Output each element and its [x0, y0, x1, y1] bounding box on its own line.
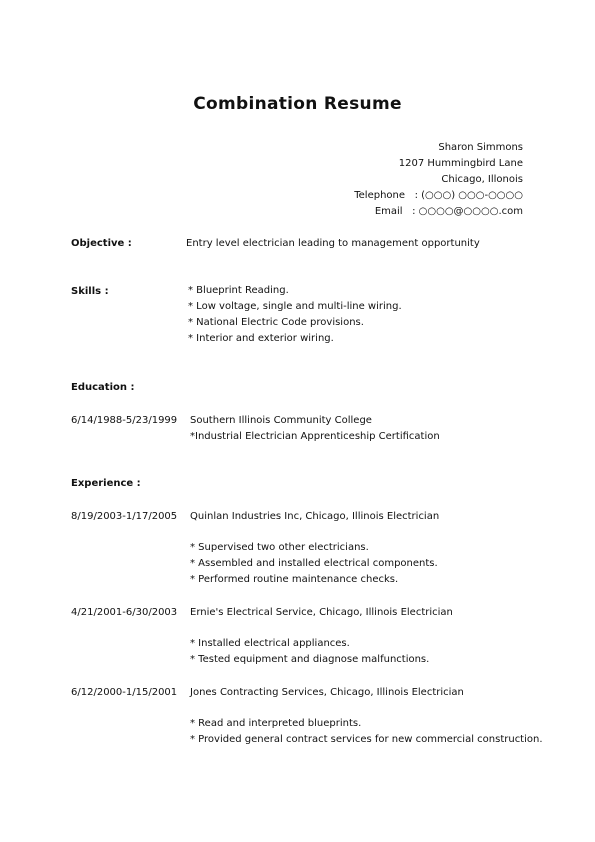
email-label: Email: [374, 206, 403, 217]
telephone-value: : (○○○) ○○○-○○○○: [414, 190, 523, 201]
duty-item: * Performed routine maintenance checks.: [190, 574, 399, 585]
skills-list: [188, 283, 402, 347]
document-title: Combination Resume: [193, 94, 402, 114]
job-duties: [190, 540, 438, 588]
skill-item: * Blueprint Reading.: [188, 285, 289, 296]
job-company: Jones Contracting Services, Chicago, Illinois Electrician: [190, 687, 464, 698]
skill-item: * Low voltage, single and multi-line wiring.: [188, 301, 402, 312]
contact-street: 1207 Hummingbird Lane: [398, 158, 523, 169]
duty-item: * Assembled and installed electrical components.: [190, 558, 438, 569]
job-company: Quinlan Industries Inc, Chicago, Illinois Electrician: [190, 511, 440, 522]
job-dates: 8/19/2003-1/17/2005: [71, 511, 178, 522]
duty-item: * Installed electrical appliances.: [190, 638, 350, 649]
objective-text: Entry level electrician leading to management opportunity: [186, 238, 480, 249]
email-value: : ○○○○@○○○○.com: [412, 206, 523, 217]
job-dates: 6/12/2000-1/15/2001: [71, 687, 178, 698]
skill-item: * National Electric Code provisions.: [188, 317, 364, 328]
duty-item: * Provided general contract services for new commercial construction.: [190, 734, 543, 745]
contact-telephone: [354, 188, 523, 204]
education-certification: *Industrial Electrician Apprenticeship Certification: [190, 431, 440, 442]
job-duties: [190, 716, 543, 748]
duty-item: * Supervised two other electricians.: [190, 542, 369, 553]
contact-block: [354, 140, 523, 220]
education-label: Education :: [71, 382, 135, 393]
contact-city: Chicago, Illonois: [441, 174, 523, 185]
skill-item: * Interior and exterior wiring.: [188, 333, 334, 344]
job-company: Ernie's Electrical Service, Chicago, Illinois Electrician: [190, 607, 453, 618]
telephone-label: Telephone: [354, 190, 406, 201]
duty-item: * Tested equipment and diagnose malfunctions.: [190, 654, 430, 665]
job-duties: [190, 636, 429, 668]
objective-label: Objective :: [71, 238, 132, 249]
experience-label: Experience :: [71, 478, 141, 489]
contact-name: Sharon Simmons: [438, 142, 523, 153]
contact-email: [354, 204, 523, 220]
education-school: Southern Illinois Community College: [190, 415, 372, 426]
education-dates: 6/14/1988-5/23/1999: [71, 415, 178, 426]
job-dates: 4/21/2001-6/30/2003: [71, 607, 178, 618]
skills-label: Skills :: [71, 286, 109, 297]
duty-item: * Read and interpreted blueprints.: [190, 718, 362, 729]
